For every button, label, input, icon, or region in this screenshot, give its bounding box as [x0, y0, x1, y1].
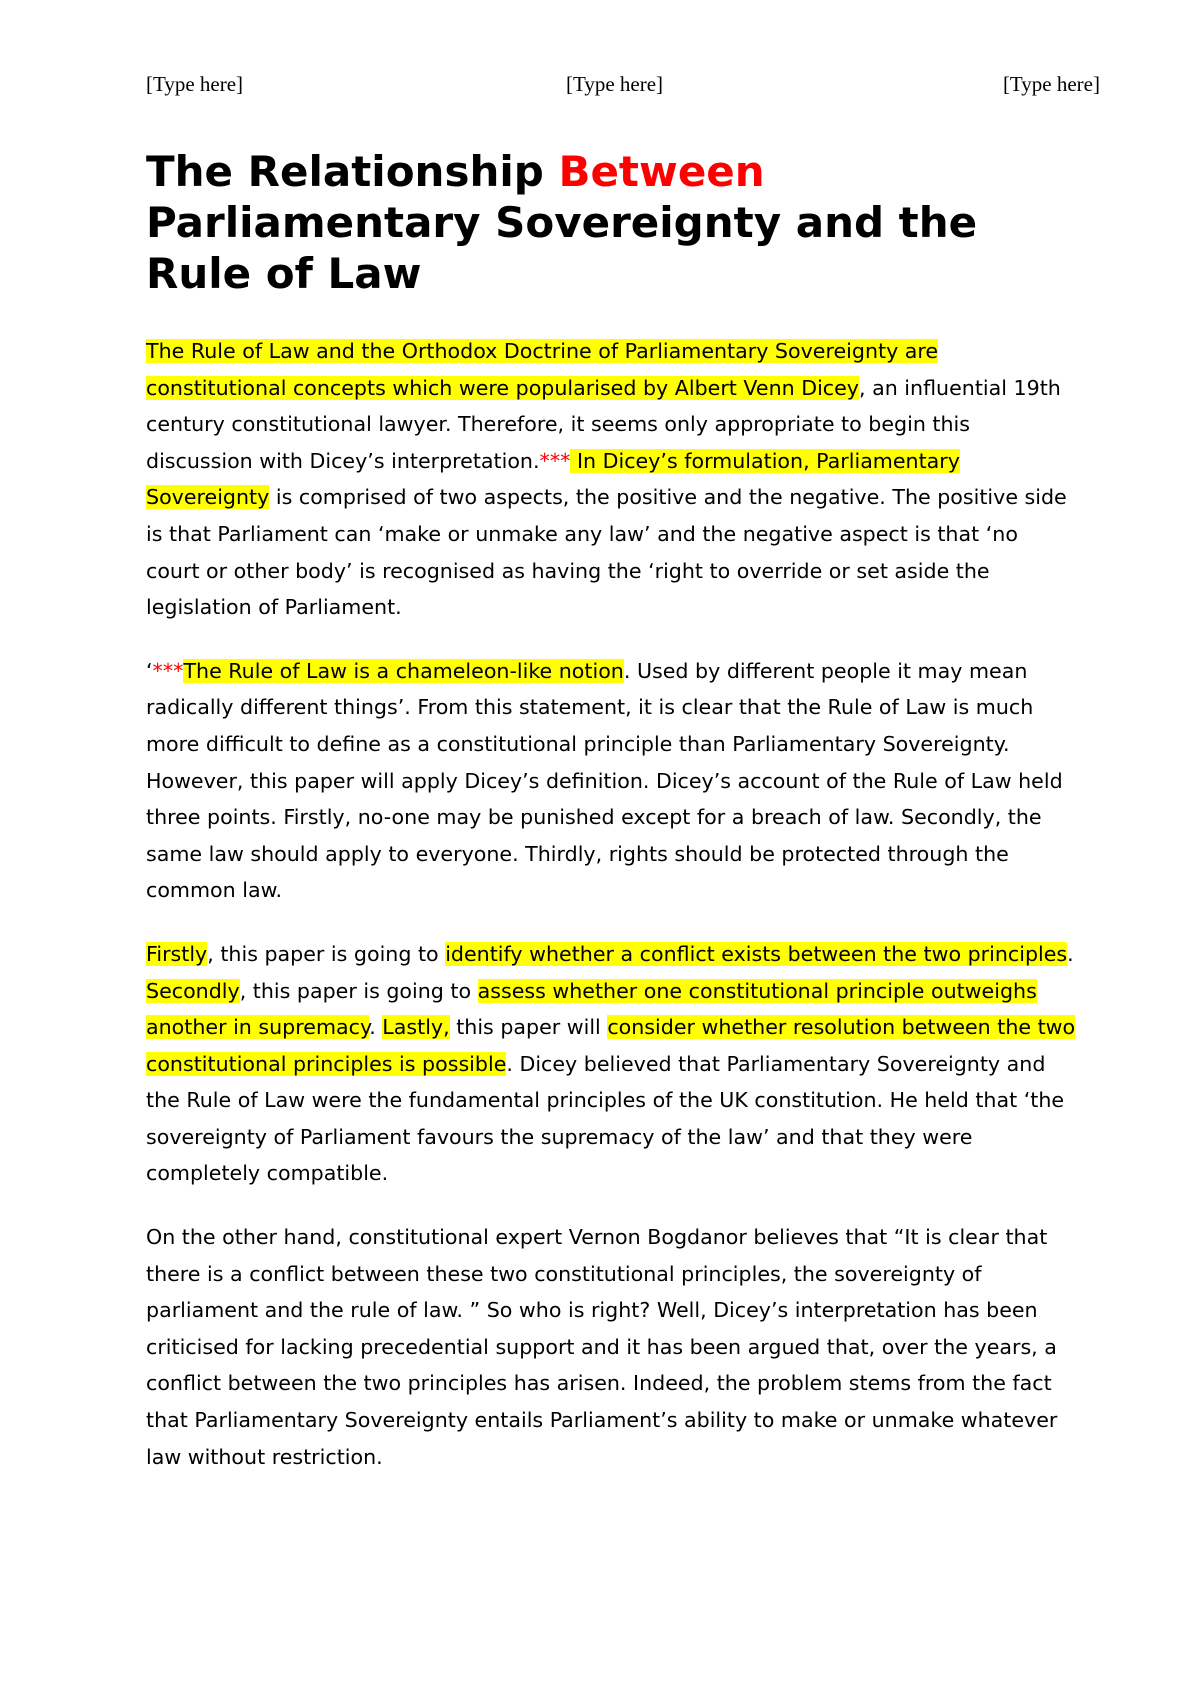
document-body	[146, 333, 1076, 1502]
page-header	[146, 72, 1100, 102]
title-highlight-word: Between	[558, 147, 765, 196]
body-text: .	[1067, 941, 1074, 966]
highlighted-text: Lastly,	[382, 1015, 450, 1040]
highlighted-text: The Rule of Law and the Orthodox Doctrine of Parliamentary Sovereignty are constitutional concepts which were popularised by Albert Venn Dicey	[146, 339, 939, 400]
header-right-placeholder[interactable]: [Type here]	[1002, 72, 1100, 96]
title-part-2: Parliamentary Sovereignty and the Rule of Law	[146, 198, 978, 298]
highlighted-text: Firstly	[146, 941, 208, 966]
paragraph-rule-of-law	[146, 653, 1076, 909]
paragraph-intro	[146, 333, 1076, 626]
title-part-1: The Relationship	[146, 147, 559, 196]
document-title	[146, 146, 1066, 299]
body-text: , this paper is going to	[239, 978, 478, 1003]
body-text: ‘	[146, 658, 153, 683]
marker-asterisks: ***	[152, 658, 184, 683]
highlighted-text: assess whether one constitutional principle outweighs another in supremacy	[146, 978, 1037, 1040]
marker-asterisks: ***	[539, 448, 571, 473]
paragraph-outline	[146, 936, 1076, 1192]
header-left-placeholder[interactable]: [Type here]	[146, 72, 244, 96]
highlighted-text: The Rule of Law is a chameleon-like notion	[183, 658, 624, 683]
highlighted-text: In Dicey’s formulation, Parliamentary Sovereignty	[146, 448, 960, 510]
paragraph-counterpoint	[146, 1219, 1076, 1475]
header-center-placeholder[interactable]: [Type here]	[566, 72, 664, 96]
body-text: .	[369, 1015, 383, 1040]
body-text: , this paper is going to	[207, 941, 446, 966]
highlighted-text: consider whether resolution between the two constitutional principles is possible	[146, 1015, 1076, 1076]
body-text: , an influential 19th century constitutional lawyer. Therefore, it seems only appropriate to begin this discussion with Dicey’s interpretation.	[146, 375, 1061, 473]
body-text: is comprised of two aspects, the positive and the negative. The positive side is that Parliament can ‘make or unmake any law’ and the negative aspect is that ‘no court or other body’ is recognised as having the ‘right to override or set aside the legislation of Parliament.	[146, 485, 1067, 620]
body-text: this paper will	[449, 1015, 608, 1040]
highlighted-text: Secondly	[146, 978, 240, 1003]
body-text: . Used by different people it may mean radically different things’. From this statement, it is clear that the Rule of Law is much more difficult to define as a constitutional principle than Parliamentary Sovereignty. However, this paper will apply Dicey’s definition. Dicey’s account of the Rule of Law held three points. Firstly, no-one may be punished except for a breach of law. Secondly, the same law should apply to everyone. Thirdly, rights should be protected through the common law.	[146, 658, 1063, 903]
body-text: . Dicey believed that Parliamentary Sovereignty and the Rule of Law were the fundamental principles of the UK constitution. He held that ‘the sovereignty of Parliament favours the supremacy of the law’ and that they were completely compatible.	[146, 1051, 1065, 1186]
highlighted-text: identify whether a conflict exists between the two principles	[445, 941, 1068, 966]
body-text: On the other hand, constitutional expert Vernon Bogdanor believes that “It is clear that there is a conflict between these two constitutional principles, the sovereignty of parliament and the rule of law. ” So who is right? Well, Dicey’s interpretation has been criticised for lacking precedential support and it has been argued that, over the years, a conflict between the two principles has arisen. Indeed, the problem stems from the fact that Parliamentary Sovereignty entails Parliament’s ability to make or unmake whatever law without restriction.	[146, 1225, 1058, 1469]
